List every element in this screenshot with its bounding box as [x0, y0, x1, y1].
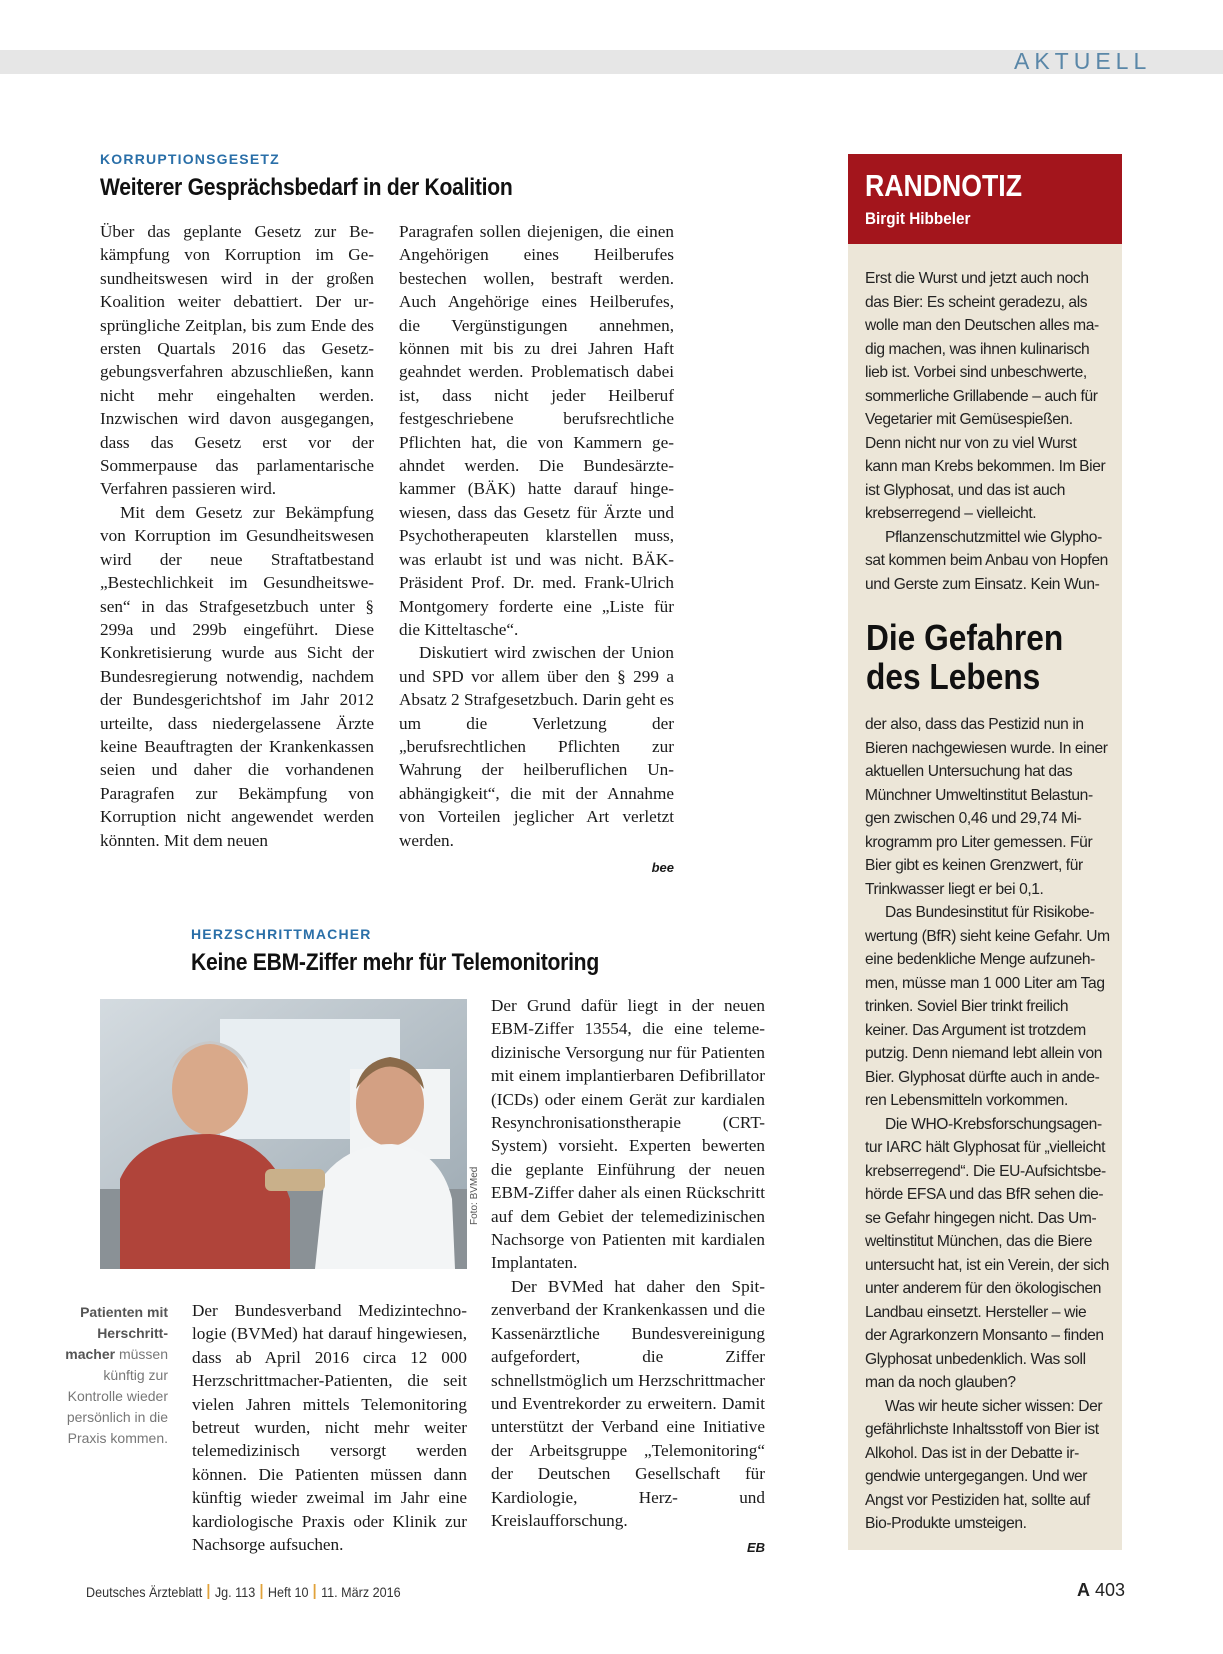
footer-issue: Heft 10 — [267, 1584, 309, 1600]
sidebar-headline-line1: Die Gefahren — [866, 617, 1064, 658]
article1-headline: Weiterer Gesprächsbedarf in der Koalition — [100, 174, 513, 201]
footer-date: 11. März 2016 — [321, 1584, 401, 1600]
sidebar-header — [848, 154, 1122, 244]
article1-signature: bee — [651, 859, 674, 875]
paragraph: Erst die Wurst und jetzt auch noch das Bier: Es scheint geradezu, als wolle man den Deutschen alles madig machen, was ihnen kulinarisch lieb ist. Vorbei sind unbeschwerte, sommerliche Grillabende – auch für Vegetarier mit Gemüsespießen. Denn nicht nur von zu viel Wurst kann man Krebs bekommen. Im Bier ist Glyphosat, und das ist auch krebserregend – vielleicht. — [865, 270, 1106, 522]
paragraph: Die WHO-Krebsforschungsagentur IARC hält Glyphosat für „vielleicht krebserregend“. Die EU-Aufsichtsbehörde EFSA und das BfR sehen diese Gefahr hingegen nicht. Das Umweltinstitut München, das die Biere untersucht hat, ist ein Verein, der sich unter anderem für den ökologischen Landbau einsetzt. Hersteller – wie der Agrarkonzern Monsanto – finden Glyphosat unbedenklich. Was soll man da noch glauben? — [865, 1115, 1110, 1391]
paragraph: Das Bundesinstitut für Risikobewertung (BfR) sieht keine Gefahr. Um eine bedenkliche Menge aufzunehmen, müsse man 1 000 Liter am Tag trinken. Soviel Bier trinkt freilich keiner. Das Argument ist trotzdem putzig. Denn niemand lebt allein von Bier. Glyphosat dürfte auch in anderen Lebensmitteln vorkommen. — [865, 904, 1110, 1109]
page-number-value: 403 — [1095, 1580, 1126, 1600]
footer-citation — [86, 1584, 401, 1600]
separator — [314, 1584, 316, 1599]
separator — [208, 1584, 210, 1599]
page-prefix: A — [1077, 1580, 1090, 1600]
article2-column-2 — [491, 994, 765, 1560]
footer-journal: Deutsches Ärzteblatt — [86, 1584, 203, 1600]
photo-caption — [56, 1302, 168, 1449]
sidebar-author: Birgit Hibbeler — [865, 209, 971, 228]
paragraph: Diskutiert wird zwischen der Union und SPD vor allem über den § 299 a Absatz 2 Strafgesetzbuch. Darin geht es um die Verletzung der „berufsrechtlichen Pflichten zur Wahrung der heilberuflichen Unabhängigkeit“, die mit der Annahme von Vorteilen jeglicher Art verletzt werden. — [399, 643, 674, 850]
sidebar-title: RANDNOTIZ — [865, 168, 1022, 203]
page-number — [1077, 1580, 1125, 1601]
footer-volume: Jg. 113 — [214, 1584, 256, 1600]
separator — [261, 1584, 263, 1599]
paragraph: Der BVMed hat daher den Spitzenverband der Krankenkassen und die Kassenärztliche Bundesvereinigung aufgefordert, die Ziffer schnellstmöglich um Herzschrittmacher und Eventrekorder zu erweitern. Damit unterstützt der Verband eine Initiative der Arbeitsgruppe „Telemonitoring“ der Deutschen Gesellschaft für Kardiologie, Herz- und Kreislaufforschung. — [491, 1276, 765, 1530]
article1-kicker: KORRUPTIONSGESETZ — [100, 151, 280, 167]
article2-signature: EB — [746, 1540, 765, 1556]
article1-column-2 — [399, 220, 674, 879]
caption-lead: Patienten mit Herschrittmacher — [65, 1304, 168, 1362]
article2-column-1 — [192, 1299, 467, 1556]
article2-kicker: HERZSCHRITTMACHER — [191, 926, 372, 942]
photo-illustration — [100, 999, 467, 1269]
paragraph: Was wir heute sicher wissen: Der gefährlichste Inhaltsstoff von Bier ist Alkohol. Das ist in der Debatte irgendwie untergegangen. Und wer Angst vor Pestiziden hat, sollte auf Bio-Produkte umsteigen. — [865, 1397, 1103, 1532]
paragraph: Über das geplante Gesetz zur Bekämpfung von Korruption im Gesundheitswesen wird in der großen Koalition weiter debattiert. Der ursprüngliche Zeitplan, bis zum Ende des ersten Quartals 2016 das Gesetzgebungsverfahren abzuschließen, kann nicht mehr eingehalten werden. Inzwischen wird davon ausgegangen, dass das Gesetz erst vor der Sommerpause das parlamentarische Verfahren passieren wird. — [100, 222, 374, 499]
paragraph: Der Bundesverband Medizintechnologie (BVMed) hat darauf hingewiesen, dass ab April 2016 circa 12 000 Herzschrittmacher-Patienten, die seit vielen Jahren mittels Telemonitoring betreut wurden, nicht mehr weiter telemedizinisch versorgt werden können. Die Patienten müssen dann künftig wieder zweimal im Jahr eine kardiologische Praxis oder Klinik zur Nachsorge aufsuchen. — [192, 1301, 467, 1555]
paragraph: Mit dem Gesetz zur Bekämpfung von Korruption im Gesundheitswesen wird der neue Straftatbestand „Bestechlichkeit im Gesundheitswesen“ in das Strafgesetzbuch unter § 299a und 299b eingeführt. Diese Konkretisierung wurde aus Sicht der Bundesregierung notwendig, nachdem der Bundesgerichtshof im Jahr 2012 urteilte, dass niedergelassene Ärzte keine Beauftragten der Krankenkassen seien und daher die vorhandenen Paragrafen zur Bekämpfung von Korruption nicht angewendet werden könnten. Mit dem neuen — [100, 502, 374, 850]
photo-credit: Foto: BVMed — [469, 1166, 480, 1225]
caption-text: müssen künftig zur Kontrolle wieder persönlich in die Praxis kommen. — [66, 1346, 168, 1446]
paragraph: Paragrafen sollen diejenigen, die einen Angehörigen eines Heilberufes bestechen wollen, bestraft werden. Auch Angehörige eines Heilberufes, die Vergünstigungen annehmen, können mit bis zu drei Jahren Haft geahndet werden. Problematisch dabei ist, dass nicht jeder Heilberuf festgeschriebene berufsrechtliche Pflichten hat, die von Kammern geahndet werden. Die Bundesärztekammer (BÄK) hatte darauf hingewiesen, dass das Gesetz für Ärzte und Psychotherapeuten klarstellen muss, was erlaubt ist und was nicht. BÄK-Präsident Prof. Dr. med. Frank-Ulrich Montgomery forderte eine „Liste für die Kitteltasche“. — [399, 222, 674, 639]
article1-column-1 — [100, 220, 374, 852]
article2-headline: Keine EBM-Ziffer mehr für Telemonitoring — [191, 949, 599, 976]
sidebar-headline-line2: des Lebens — [866, 656, 1041, 697]
paragraph: Pflanzenschutzmittel wie Glyphosat kommen beim Anbau von Hopfen und Gerste zum Einsatz. Kein Wun- — [865, 528, 1108, 593]
sidebar-headline — [866, 618, 1063, 696]
paragraph: der also, dass das Pestizid nun in Bieren nachgewiesen wurde. In einer aktuellen Untersuchung hat das Münchner Umweltinstitut Belastungen zwischen 0,46 und 29,74 Mikrogramm pro Liter gemessen. Für Bier gibt es keinen Grenzwert, für Trinkwasser liegt er bei 0,1. — [865, 716, 1108, 898]
sidebar-body — [865, 713, 1111, 1536]
paragraph: Der Grund dafür liegt in der neuen EBM-Ziffer 13554, die eine telemedizinische Versorgung nur für Patienten mit einem implantierbaren Defibrillator (ICDs) oder einem Gerät zur kardialen Resynchronisationstherapie (CRT-System) vorsieht. Experten bewerten die geplante Einführung der neuen EBM-Ziffer daher als einen Rückschritt auf dem Gebiet der telemedizinischen Nachsorge von Patienten mit kardialen Implantaten. — [491, 996, 765, 1273]
article-photo — [100, 999, 467, 1269]
sidebar-intro — [865, 267, 1111, 596]
section-label: AKTUELL — [1014, 48, 1152, 74]
